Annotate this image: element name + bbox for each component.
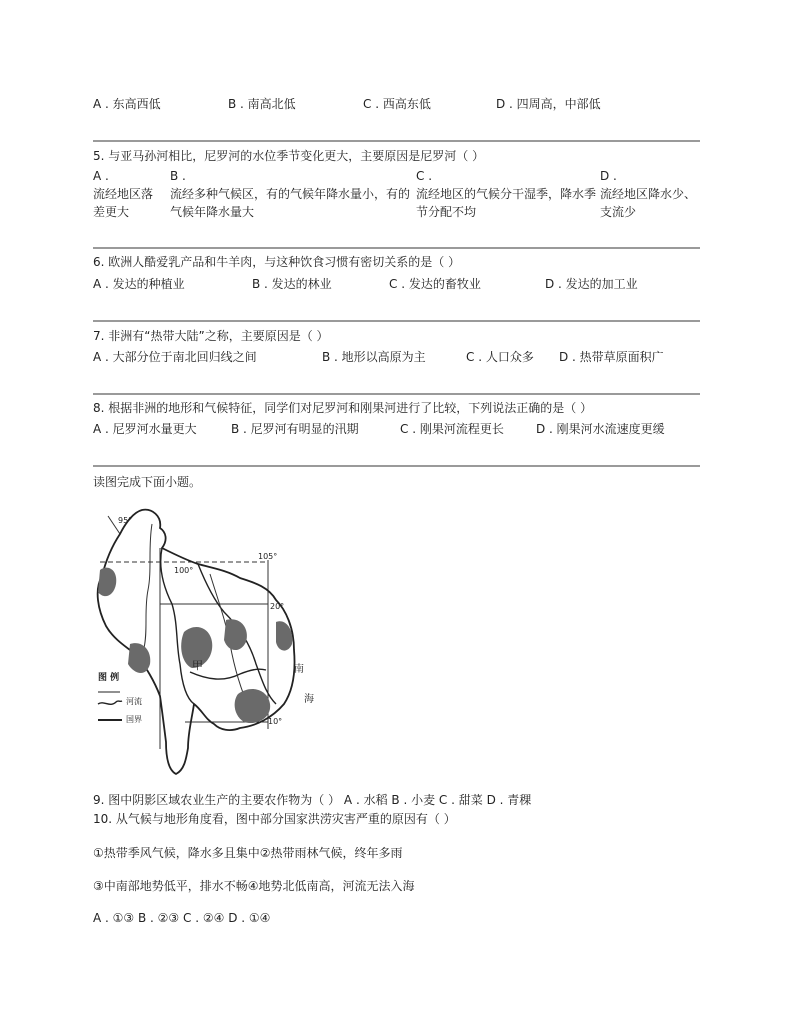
q9-option-b[interactable]: B . 小麦 — [391, 793, 436, 807]
q5-option-d-letter: D . — [600, 169, 617, 183]
q6-option-a[interactable]: A . 发达的种植业 — [93, 277, 185, 291]
map-label-100: 100° — [174, 566, 194, 575]
q7-option-b[interactable]: B . 地形以高原为主 — [322, 350, 426, 364]
q8-option-c[interactable]: C . 刚果河流程更长 — [400, 422, 504, 436]
q5-option-c-letter: C . — [416, 169, 433, 183]
map-label-jia: 甲 — [192, 659, 203, 672]
q5-option-b-letter: B . — [170, 169, 186, 183]
q9-option-a[interactable]: A . 水稻 — [343, 793, 388, 807]
map-label-sea-2: 海 — [304, 694, 314, 705]
indochina-map-figure — [90, 504, 330, 776]
q8-option-a[interactable]: A . 尼罗河水量更大 — [93, 422, 197, 436]
q10-option-c[interactable]: C . ②④ — [183, 911, 225, 925]
divider — [93, 140, 700, 142]
q7-option-d[interactable]: D . 热带草原面积广 — [559, 350, 664, 364]
q8-stem: 8. 根据非洲的地形和气候特征，同学们对尼罗河和刚果河进行了比较，下列说法正确的是（ ） — [93, 401, 593, 415]
q4-option-b[interactable]: B . 南高北低 — [228, 97, 296, 111]
map-label-sea-1: 南 — [294, 664, 304, 675]
q7-option-c[interactable]: C . 人口众多 — [466, 350, 534, 364]
q5-stem: 5. 与亚马孙河相比，尼罗河的水位季节变化更大，主要原因是尼罗河（ ） — [93, 149, 485, 163]
q5-option-b[interactable] — [170, 167, 410, 221]
q9-stem: 9. 图中阴影区域农业生产的主要农作物为（ ） — [93, 793, 341, 807]
divider — [93, 320, 700, 322]
q10-statements-2: ③中南部地势低平，排水不畅④地势北低南高，河流无法入海 — [93, 879, 415, 893]
q5-option-a[interactable] — [93, 167, 163, 221]
divider — [93, 247, 700, 249]
q6-option-b[interactable]: B . 发达的林业 — [252, 277, 332, 291]
map-legend — [98, 692, 122, 720]
q10-option-b[interactable]: B . ②③ — [138, 911, 180, 925]
q5-option-d-text: 流经地区降水少、支流少 — [600, 187, 697, 219]
q4-option-d[interactable]: D . 四周高，中部低 — [496, 97, 601, 111]
map-label-95: 95° — [118, 516, 133, 525]
q6-stem: 6. 欧洲人酷爱乳产品和牛羊肉，与这种饮食习惯有密切关系的是（ ） — [93, 255, 461, 269]
q8-option-b[interactable]: B . 尼罗河有明显的汛期 — [231, 422, 359, 436]
q4-option-a[interactable]: A . 东高西低 — [93, 97, 161, 111]
q9-option-c[interactable]: C . 甜菜 — [438, 793, 483, 807]
legend-border-label: 国界 — [126, 715, 142, 724]
q9 — [93, 792, 531, 808]
map-label-10: 10° — [268, 717, 283, 726]
q10-options — [93, 910, 270, 926]
q10-option-a[interactable]: A . ①③ — [93, 911, 135, 925]
q5-option-c-text: 流经地区的气候分干湿季，降水季节分配不均 — [416, 187, 597, 219]
divider — [93, 465, 700, 467]
q4-option-c[interactable]: C . 西高东低 — [363, 97, 431, 111]
q9-option-d[interactable]: D . 青稞 — [486, 793, 532, 807]
q10-option-d[interactable]: D . ①④ — [228, 911, 271, 925]
map-svg — [90, 504, 330, 776]
q10-statements-1: ①热带季风气候，降水多且集中②热带雨林气候，终年多雨 — [93, 846, 403, 860]
q8-option-d[interactable]: D . 刚果河水流速度更缓 — [536, 422, 665, 436]
q6-option-d[interactable]: D . 发达的加工业 — [545, 277, 638, 291]
q5-option-d[interactable] — [600, 167, 700, 221]
q7-option-a[interactable]: A . 大部分位于南北回归线之间 — [93, 350, 257, 364]
map-label-20: 20° — [270, 602, 285, 611]
q7-stem: 7. 非洲有“热带大陆”之称，主要原因是（ ） — [93, 329, 329, 343]
q5-option-a-text: 流经地区落差更大 — [93, 187, 154, 219]
q5-option-b-text: 流经多种气候区，有的气候年降水量小，有的气候年降水量大 — [170, 187, 411, 219]
divider — [93, 393, 700, 395]
q5-option-c[interactable] — [416, 167, 598, 221]
map-label-105: 105° — [258, 552, 278, 561]
q6-option-c[interactable]: C . 发达的畜牧业 — [389, 277, 481, 291]
q10-stem: 10. 从气候与地形角度看，图中部分国家洪涝灾害严重的原因有（ ） — [93, 812, 456, 826]
q5-option-a-letter: A . — [93, 169, 109, 183]
legend-river-label: 河流 — [126, 697, 142, 706]
section-intro: 读图完成下面小题。 — [93, 475, 202, 489]
legend-title: 图 例 — [98, 673, 120, 683]
